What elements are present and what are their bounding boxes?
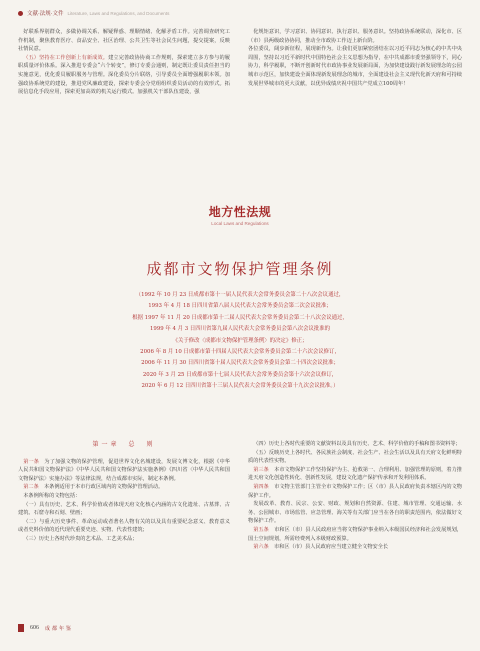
paragraph (18, 54, 230, 97)
article-paragraph (18, 501, 230, 518)
article-number: 第四条 (253, 483, 269, 490)
header-subtitle: Literature, Laws and Regulations, and Documents (67, 10, 170, 16)
header-title: 文献·法规·文件 (27, 11, 64, 17)
article-number: 第二条 (23, 484, 39, 491)
document-title: 成都市文物保护管理条例 (146, 260, 334, 278)
article-text: 本条例所称的文物包括： (23, 492, 81, 499)
running-header (18, 7, 462, 19)
article-paragraph (248, 526, 462, 543)
paragraph: 好联系界别群众，多做协调关系、解疑释惑、理顺情绪、化解矛盾工作。完善调查研究工作机制，聚焦教育医疗、食品安全、社区治理、公共卫生等社会民生问题，提交提案，反映社情民意。 (18, 29, 230, 53)
article-text: （一）具有历史、艺术、科学价值或者体现天府文化核心内涵的古文化遗址、古墓葬、古建筑、石窟寺和石刻、壁画； (18, 501, 230, 517)
footer-marker-icon (18, 624, 24, 632)
history-line: 1993 年 4 月 18 日四川省第八届人民代表大会常务委员会第二次会议批准； (148, 303, 332, 310)
publication-name: 成都年鉴 (45, 625, 74, 632)
article-paragraph (248, 500, 462, 526)
article-text: （五）反映历史上各时代、各民族社会制度、社会生产、社会生活以及具有天府文化鲜明特质的代表性实物。 (248, 449, 462, 465)
article-paragraph (18, 483, 230, 492)
history-line: 2006 年 11 月 30 日四川省第十届人民代表大会常务委员会第二十四次会议批准； (141, 360, 339, 367)
history-line: 2006 年 8 月 10 日成都市第十四届人民代表大会常务委员会第二十六次会议修订， (140, 349, 340, 356)
page-footer (18, 623, 73, 633)
article-text: （二）与重大历史事件、革命运动或者著名人物有关的以及具有重要纪念意义、教育意义或者史料价值的近代现代重要史迹、实物、代表性建筑； (18, 518, 230, 534)
article-paragraph (18, 518, 230, 535)
article-text: 本市文物保护工作坚持保护为主、抢救第一、合理利用、加强管理的原则，着力推进天府文化创造性转化、创新性发展，建设文化遗产保护传承和开发利用体系。 (248, 466, 462, 482)
history-line: 《关于修改〈成都市文物保护管理条例〉的决定》修正； (172, 337, 308, 344)
history-line: 2020 年 6 月 12 日四川省第十三届人民代表大会常务委员会第十九次会议批准。） (141, 383, 339, 390)
paragraph-body: 建立完善政协协商工作规则，探索建立多方参与的履职质量评价体系。深入推进专委会“六个转变”，修订专委会通则，制定既让委员责任担当的实施意见，优化委员履职服务与管理。深化委员分片联络，引导委员全面增强履职本领。加强政协系统党的建设，推进党风廉政建设，探索专委会分党组组织委员活动的有效形式。拓展信息化手段应用，探索更加高效的机关运行模式。加强机关干部队伍建设，强 (18, 54, 230, 96)
header-bullet-icon (18, 11, 23, 16)
article-paragraph (18, 535, 230, 544)
legislative-history (26, 290, 454, 393)
article-text: 市和区（市）县人民政府应当将文物保护事业纳入本级国民经济和社会发展规划，国土空间规划，所需经费列入本级财政预算。 (248, 526, 462, 542)
section-heading (0, 203, 480, 226)
history-line: 根据 1997 年 11 月 20 日成都市第十二届人民代表大会常务委员会第二十八次会议通过， (132, 314, 348, 321)
page-number: 606 (30, 625, 39, 631)
article-paragraph (248, 440, 462, 449)
article-paragraph (18, 458, 230, 484)
article-number: 第六条 (253, 544, 269, 551)
bottom-left-column (18, 440, 230, 544)
article-number: 第五条 (253, 526, 269, 533)
article-text: 发展改革、教育、民宗、公安、财政、规划和自然资源、住建、城市管理、交通运输、水务、公园城市、市场监管、应急管理、海关等有关部门应当在各自的职责范围内，依法做好文物保护工作。 (248, 501, 462, 525)
article-paragraph (248, 543, 462, 552)
article-text: （三）历史上各时代珍贵的艺术品、工艺美术品； (23, 535, 138, 542)
article-text: 为了加强文物的保护管理，促进世界文化名城建设，发展文博文化，根据《中华人民共和国文物保护法》《中华人民共和国文物保护法实施条例》《四川省〈中华人民共和国文物保护法〉实施办法》等法律法规，结合成都市实际，制定本条例。 (18, 458, 230, 482)
article-paragraph (248, 483, 462, 500)
history-line: 2020 年 3 月 25 日成都市第十七届人民代表大会常务委员会第十六次会议修订， (142, 371, 338, 378)
article-text: （四）历史上各时代重要的文献资料以及具有历史、艺术、科学价值的手稿和图书资料等； (253, 441, 461, 447)
top-left-column (18, 28, 230, 97)
article-paragraph (248, 466, 462, 483)
bottom-right-column (248, 440, 462, 552)
article-number: 第三条 (253, 466, 269, 473)
article-paragraph (18, 492, 230, 501)
section-title: 地方性法规 (208, 205, 272, 219)
history-line: 1999 年 4 月 3 日四川省第九届人民代表大会常务委员会第八次会议批准的 (149, 326, 331, 333)
article-text: 市文物主管部门主管全市文物保护工作；区（市）县人民政府负责本辖区内的文物保护工作。 (248, 483, 462, 499)
chapter-heading: 第一章 总 则 (92, 441, 156, 448)
article-text: 市和区（市）县人民政府应当建立健全文物安全长 (273, 544, 389, 551)
paragraph: 化规矩意识，学习意识、协同意识、执行意识、服务意识。坚持政协系统联动，深化市、区（市）县两级政协协同，推动全市政协工作迈上新台阶。 各位委员，阔步新征程，展现新作为。让我们更加紧密团结在以习近平同志为核心的中共中央周围，坚持以习近平新时代中国特色社会主义思想为指导，在中共成都市委坚强领导下，同心协力，科学履职，不断开创新时代市政协事业发展新局面，为加快建设践行新发展理念的公园城市示范区，加快建设全面体现新发展理念的城市，全面建设社会主义现代化新天府和可持续发展世界城市的更大贡献，以优异成绩庆祝中国共产党成立100周年！ (248, 29, 462, 87)
article-paragraph (248, 449, 462, 466)
article-text: 本条例适用于本市行政区域内的文物保护管理活动。 (43, 484, 164, 491)
history-line: （1992 年 10 月 23 日成都市第十一届人民代表大会常务委员会第二十八次会议通过， (135, 292, 345, 298)
section-subtitle: Local Laws and Regulations (211, 221, 269, 226)
highlight-heading: （五）坚持在工作创新上有新成效。 (23, 54, 109, 61)
article-number: 第一条 (23, 458, 40, 465)
top-right-column (248, 28, 462, 88)
